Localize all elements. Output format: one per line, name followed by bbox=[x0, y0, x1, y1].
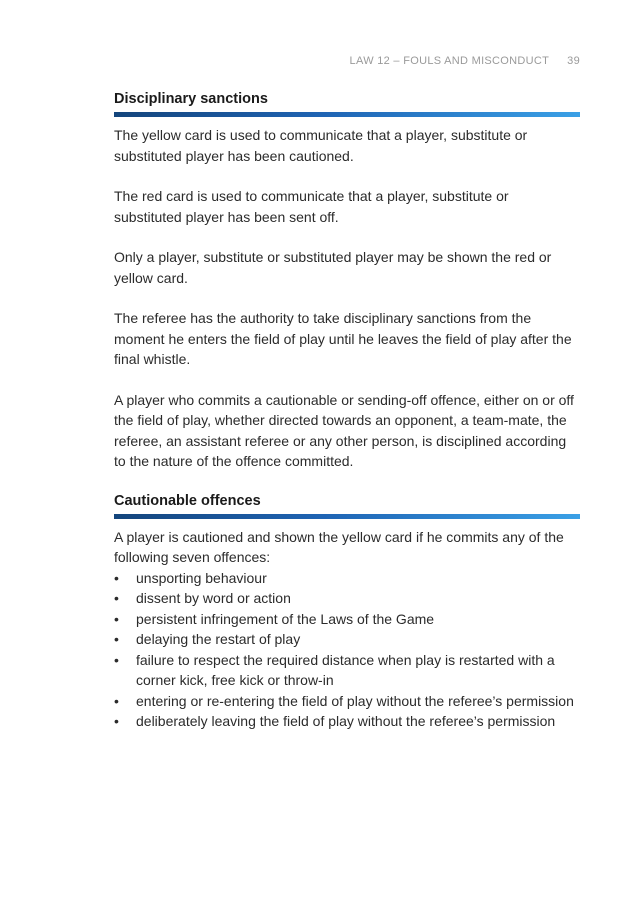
bullet-icon: • bbox=[114, 692, 119, 709]
list-item bbox=[114, 691, 580, 712]
page-content bbox=[114, 90, 580, 732]
list-item-text: unsporting behaviour bbox=[136, 569, 267, 586]
list-item bbox=[114, 609, 580, 630]
bullet-icon: • bbox=[114, 610, 119, 627]
bullet-icon: • bbox=[114, 590, 119, 606]
paragraph: Only a player, substitute or substituted player may be shown the red or yellow card. bbox=[114, 249, 552, 286]
list-item-text: entering or re-entering the field of play without the referee’s permission bbox=[136, 692, 574, 709]
bullet-icon: • bbox=[114, 569, 119, 586]
bullet-icon: • bbox=[114, 651, 119, 668]
offence-list bbox=[114, 568, 580, 732]
list-item bbox=[114, 650, 580, 691]
list-item-text: dissent by word or action bbox=[136, 590, 291, 606]
section-disciplinary-sanctions bbox=[114, 90, 580, 472]
list-item-text: deliberately leaving the field of play without the referee’s permission bbox=[136, 713, 556, 729]
section-intro: A player is cautioned and shown the yellow card if he commits any of the following seven offences: bbox=[114, 528, 564, 565]
list-item bbox=[114, 629, 580, 650]
list-item bbox=[114, 588, 580, 609]
paragraph: The yellow card is used to communicate that a player, substitute or substituted player has been cautioned. bbox=[114, 127, 528, 164]
paragraph: The referee has the authority to take disciplinary sanctions from the moment he enters the field of play until he leaves the field of play after the final whistle. bbox=[114, 310, 572, 367]
list-item-text: persistent infringement of the Laws of the Game bbox=[136, 610, 435, 627]
list-item-text: failure to respect the required distance when play is restarted with a corner kick, free kick or throw-in bbox=[136, 651, 555, 688]
paragraph: The red card is used to communicate that a player, substitute or substituted player has been sent off. bbox=[114, 188, 509, 225]
bullet-icon: • bbox=[114, 631, 119, 647]
paragraph: A player who commits a cautionable or sending-off offence, either on or off the field of play, whether directed towards an opponent, a team-mate, the referee, an assistant referee or any other person, is disciplined according to the nature of the offence committed. bbox=[114, 391, 574, 469]
section-rule bbox=[114, 514, 580, 519]
running-title: LAW 12 – FOULS AND MISCONDUCT bbox=[349, 55, 550, 67]
bullet-icon: • bbox=[114, 713, 119, 729]
section-title: Disciplinary sanctions bbox=[114, 91, 268, 107]
section-cautionable-offences bbox=[114, 492, 580, 732]
list-item bbox=[114, 711, 580, 732]
list-item bbox=[114, 568, 580, 589]
page-number: 39 bbox=[567, 55, 580, 67]
list-item-text: delaying the restart of play bbox=[136, 631, 301, 647]
section-rule bbox=[114, 112, 580, 117]
section-title: Cautionable offences bbox=[114, 492, 261, 509]
running-header bbox=[350, 55, 580, 67]
